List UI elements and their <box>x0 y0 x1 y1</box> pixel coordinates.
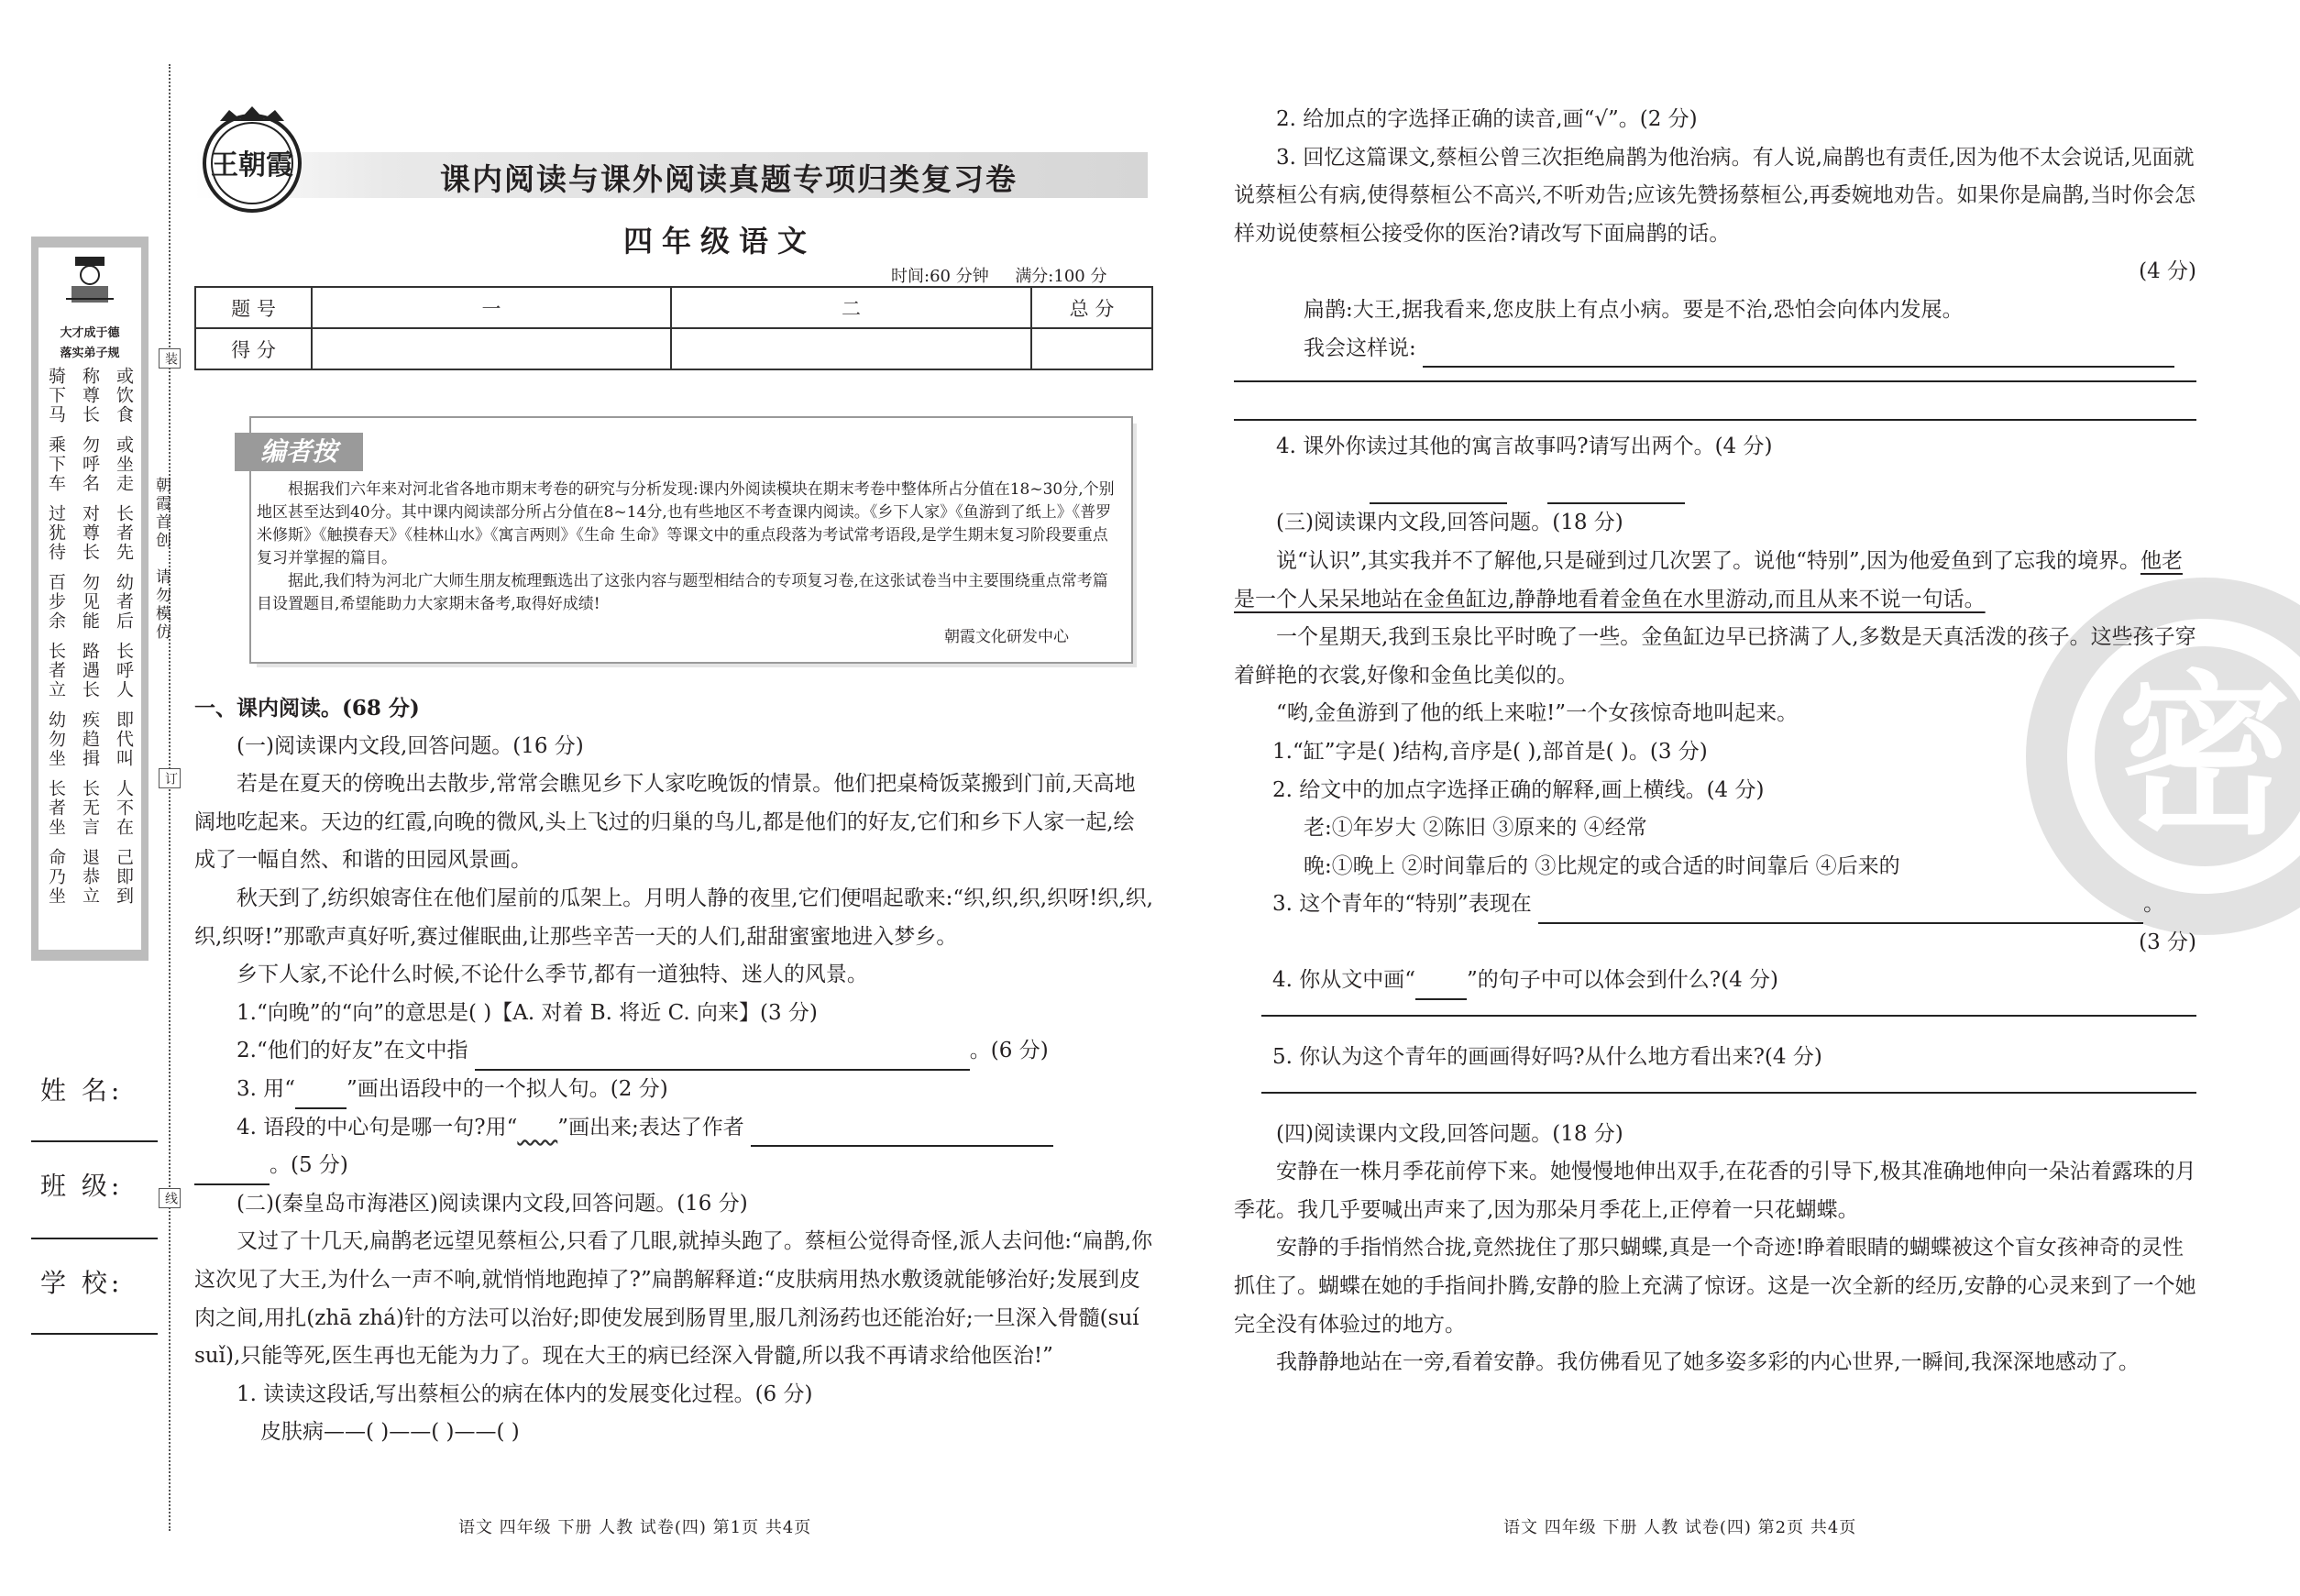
question: 1.“向晚”的“向”的意思是( )【A. 对着 B. 将近 C. 向来】(3 分) <box>237 1000 818 1025</box>
passage-heading: (四)阅读课内文段,回答问题。(18 分) <box>1276 1121 1623 1146</box>
name-label: 姓 名: <box>40 1075 124 1106</box>
score-cell: 题 号 <box>195 287 312 328</box>
question-text: ”画出来;表达了作者 <box>557 1115 744 1139</box>
copyright-note-1: 朝霞首创 <box>152 477 171 550</box>
answer-line[interactable] <box>1261 1092 2196 1094</box>
question-score: (4 分) <box>2139 259 2196 284</box>
sidebar-verse-row <box>44 710 136 768</box>
question: 2. 给文中的加点字选择正确的解释,画上横线。(4 分) <box>1272 777 1765 802</box>
page-footer-right: 语文 四年级 下册 人教 试卷(四) 第2页 共4页 <box>1503 1518 1857 1537</box>
verse: 疾趋揖 <box>80 710 100 768</box>
brand-logo-text: 王朝霞 <box>211 149 293 182</box>
binding-mark-1: 装 <box>159 348 181 369</box>
question: 3. 这个青年的“特别”表现在 。 <box>1234 886 2196 924</box>
question: 5. 你认为这个青年的画画得好吗?从什么地方看出来?(4 分) <box>1272 1045 1822 1070</box>
question-text: 4. 你从文中画“ <box>1272 968 1416 993</box>
class-input[interactable] <box>31 1238 158 1239</box>
answer-blank[interactable] <box>1547 479 1685 504</box>
exam-total-score: 满分:100 分 <box>1015 267 1107 286</box>
answer-blank[interactable] <box>1538 898 2143 924</box>
verse: 勿见能 <box>80 573 100 631</box>
passage-paragraph: 若是在夏天的傍晚出去散步,常常会瞧见乡下人家吃晚饭的情景。他们把桌椅饭菜搬到门前,天高地阔地吃起来。天边的红霞,向晚的微风,头上飞过的归巢的鸟儿,都是他们的好友,它们和乡下人家一起,绘成了一幅自然、和谐的田园风景画。 <box>194 772 1136 873</box>
page-footer-left: 语文 四年级 下册 人教 试卷(四) 第1页 共4页 <box>458 1518 812 1537</box>
answer-blank[interactable] <box>751 1121 1053 1147</box>
verse: 或饮食 <box>114 367 134 424</box>
editor-note-text <box>257 479 1118 616</box>
answer-pair <box>1234 467 2196 505</box>
question-text: 。(6 分) <box>969 1039 1049 1063</box>
verse: 长者坐 <box>46 779 66 837</box>
answer-chain[interactable]: 皮肤病——( )——( )——( ) <box>260 1420 520 1445</box>
passage-text: 说“认识”,其实我并不了解他,只是碰到过几次罢了。说他“特别”,因为他爱鱼到了忘我的境界。 <box>1276 548 2140 573</box>
verse: 骑下马 <box>46 367 66 424</box>
passage-paragraph: 安静在一株月季花前停下来。她慢慢地伸出双手,在花香的引导下,极其准确地伸向一朵沾着露珠的月季花。我几乎要喊出声来了,因为那朵月季花上,正停着一只花蝴蝶。 <box>1234 1160 2196 1222</box>
verse: 对尊长 <box>80 504 100 562</box>
score-cell: 得 分 <box>195 328 312 369</box>
name-input[interactable] <box>31 1140 158 1142</box>
sidebar-verse-row <box>44 642 136 699</box>
editor-note-tab: 编者按 <box>235 433 363 471</box>
question <box>194 1032 1153 1071</box>
question: 1. 读读这段话,写出蔡桓公的病在体内的发展变化过程。(6 分) <box>237 1381 813 1406</box>
class-label: 班 级: <box>40 1171 124 1201</box>
question: 2. 给加点的字选择正确的读音,画“√”。(2 分) <box>1276 107 1698 131</box>
passage-paragraph: 安静的手指悄然合拢,竟然拢住了那只蝴蝶,真是一个奇迹!睁着眼睛的蝴蝶被这个盲女孩神奇的灵性抓住了。蝴蝶在她的手指间扑腾,安静的脸上充满了惊讶。这是一次全新的经历,安静的心灵来到了一个她完全没有体验过的地方。 <box>1234 1236 2196 1337</box>
scholar-illustration-icon <box>62 253 117 308</box>
passage-paragraph: 我静静地站在一旁,看着安静。我仿佛看见了她多姿多彩的内心世界,一瞬间,我深深地感动了。 <box>1276 1350 2140 1375</box>
sidebar-verse-row <box>44 504 136 562</box>
verse: 己即到 <box>114 848 134 906</box>
question <box>1234 962 2196 1000</box>
verse: 百步余 <box>46 573 66 631</box>
verse: 过犹待 <box>46 504 66 562</box>
score-input[interactable] <box>671 328 1031 369</box>
right-page-content <box>1234 101 2196 1382</box>
verse: 即代叫 <box>114 710 134 768</box>
passage-paragraph: “哟,金鱼游到了他的纸上来啦!”一个女孩惊奇地叫起来。 <box>1276 701 1799 726</box>
editor-note-para: 根据我们六年来对河北省各地市期末考卷的研究与分析发现:课内外阅读模块在期末考卷中整体所占分值在18~30分,个别地区甚至达到40分。其中课内阅读部分所占分值在8~14分,也有些地区不考查课内阅读。《乡下人家》《鱼游到了纸上》《普罗米修斯》《触摸春天》《桂林山水》《寓言两则》《生命 生命》等课文中的重点段落为考试常考语段,是学生期末复习阶段要重点复习并掌握的篇目。 <box>257 480 1115 567</box>
choice-options: 老:①年岁大 ②陈旧 ③原来的 ④经常 <box>1304 816 1647 841</box>
question: 1.“缸”字是( )结构,音序是( ),部首是( )。(3 分) <box>1272 739 1708 764</box>
verse: 称尊长 <box>80 367 100 424</box>
verse: 勿呼名 <box>80 435 100 493</box>
left-page-content <box>194 689 1153 1452</box>
underline-marker <box>295 1084 347 1109</box>
choice-options: 晚:①晚上 ②时间靠后的 ③比规定的或合适的时间靠后 ④后来的 <box>1304 853 1900 878</box>
school-input[interactable] <box>31 1333 158 1335</box>
question-text: 2.“他们的好友”在文中指 <box>237 1039 468 1063</box>
question-text: 。(5 分) <box>270 1153 348 1178</box>
score-input[interactable] <box>1031 328 1152 369</box>
school-label: 学 校: <box>40 1268 124 1298</box>
sidebar-motto-1: 大才成于德 <box>60 326 120 340</box>
answer-line[interactable] <box>1261 1015 2196 1017</box>
verse: 幼者后 <box>114 573 134 631</box>
sidebar-verse-row <box>44 779 136 837</box>
verse: 命乃坐 <box>46 848 66 906</box>
underlined-sentence: 他老是一个人呆呆地站在金鱼缸边,静静地看着金鱼在水里游动,而且从来不说一句话。 <box>1234 548 2183 611</box>
question <box>194 1071 1153 1109</box>
binding-mark-2: 订 <box>159 768 181 788</box>
editor-note-signature: 朝霞文化研发中心 <box>944 628 1069 646</box>
question-score: (3 分) <box>2139 930 2196 954</box>
stamp-glyph: 密 <box>2117 654 2292 858</box>
quote-text: 扁鹊:大王,据我看来,您皮肤上有点小病。要是不治,恐怕会向体内发展。 <box>1304 297 1964 322</box>
answer-blank[interactable] <box>475 1045 970 1071</box>
question-text: 4. 语段的中心句是哪一句?用“ <box>237 1115 518 1139</box>
brand-logo-icon <box>193 101 312 220</box>
verse: 人不在 <box>114 779 134 837</box>
question-text: ”的句子中可以体会到什么?(4 分) <box>1467 968 1778 993</box>
answer-blank[interactable] <box>194 1160 270 1185</box>
verse: 长呼人 <box>114 642 134 699</box>
verse: 乘下车 <box>46 435 66 493</box>
exam-meta <box>891 263 1106 287</box>
passage-paragraph: 一个星期天,我到玉泉比平时晚了一些。金鱼缸边早已挤满了人,多数是天真活泼的孩子。这些孩子穿着鲜艳的衣裳,好像和金鱼比美似的。 <box>1234 625 2196 688</box>
binding-mark-3: 线 <box>159 1188 181 1208</box>
passage-paragraph: 秋天到了,纺织娘寄住在他们屋前的瓜架上。月明人静的夜里,它们便唱起歌来:“织,织,织,织呀!织,织,织,织呀!”那歌声真好听,赛过催眠曲,让那些辛苦一天的人们,甜甜蜜蜜地进入梦乡。 <box>194 886 1153 949</box>
score-cell: 二 <box>671 287 1031 328</box>
page-title: 课内阅读与课外阅读真题专项归类复习卷 <box>440 161 1018 197</box>
answer-blank[interactable] <box>1423 342 2174 368</box>
passage-paragraph <box>1234 543 2196 619</box>
verse: 幼勿坐 <box>46 710 66 768</box>
sidebar-verse-row <box>44 848 136 906</box>
score-table-row <box>195 287 1152 328</box>
sidebar-panel <box>31 237 149 961</box>
passage-heading: (三)阅读课内文段,回答问题。(18 分) <box>1276 511 1623 535</box>
question <box>194 1109 1153 1148</box>
verse: 长无言 <box>80 779 100 837</box>
verse: 退恭立 <box>80 848 100 906</box>
page-subtitle: 四年级语文 <box>623 224 817 259</box>
verse: 长者立 <box>46 642 66 699</box>
score-input[interactable] <box>312 328 671 369</box>
question: 3. 回忆这篇课文,蔡桓公曾三次拒绝扁鹊为他治病。有人说,扁鹊也有责任,因为他不太会说话,见面就说蔡桓公有病,使得蔡桓公不高兴,不听劝告;应该先赞扬蔡桓公,再委婉地劝告。如果你是扁鹊,当时你会怎样劝说使蔡桓公接受你的医治?请改写下面扁鹊的话。 <box>1234 145 2195 246</box>
question-text: ”画出语段中的一个拟人句。(2 分) <box>347 1076 668 1101</box>
verse: 或坐走 <box>114 435 134 493</box>
sidebar-verses <box>44 367 136 935</box>
sidebar-motto-2: 落实弟子规 <box>60 347 120 360</box>
passage-heading: (一)阅读课内文段,回答问题。(16 分) <box>237 733 584 758</box>
question-text: 我会这样说: <box>1304 336 1416 360</box>
sidebar-verse-row <box>44 435 136 493</box>
score-table <box>194 286 1153 370</box>
wavy-marker <box>517 1116 557 1139</box>
verse: 长者先 <box>114 504 134 562</box>
editor-note-para: 据此,我们特为河北广大师生朋友梳理甄选出了这张内容与题型相结合的专项复习卷,在这张试卷当中主要围绕重点常考篇目设置题目,希望能助力大家期末备考,取得好成绩! <box>257 572 1108 613</box>
sidebar-inner <box>39 248 141 950</box>
question <box>194 1147 1153 1185</box>
passage-paragraph: 乡下人家,不论什么时候,不论什么季节,都有一道独特、迷人的风景。 <box>237 963 868 987</box>
exam-time: 时间:60 分钟 <box>891 267 989 286</box>
copyright-note-2: 请勿模仿 <box>152 568 171 642</box>
passage-paragraph: 又过了十几天,扁鹊老远望见蔡桓公,只看了几眼,就掉头跑了。蔡桓公觉得奇怪,派人去问他:“扁鹊,你这次见了大王,为什么一声不响,就悄悄地跑掉了?”扁鹊解释道:“皮肤病用热水敷烫就能够治好;发展到皮肉之间,用扎(zhā zhá)针的方法可以治好;即使发展到肠胃里,服几剂汤药也还能治好;一旦深入骨髓(suí suǐ),只能等死,医生再也无能为力了。现在大王的病已经深入骨髓,所以我不再请求给他医治!” <box>194 1229 1153 1369</box>
score-table-row <box>195 328 1152 369</box>
binding-cut-line <box>169 64 171 1531</box>
question: 4. 课外你读过其他的寓言故事吗?请写出两个。(4 分) <box>1276 435 1773 459</box>
answer-blank[interactable] <box>1370 479 1507 504</box>
score-cell: 一 <box>312 287 671 328</box>
question-text: 3. 这个青年的“特别”表现在 <box>1272 892 1532 917</box>
score-cell: 总 分 <box>1031 287 1152 328</box>
question <box>1234 330 2196 369</box>
section-heading: 一、课内阅读。(68 分) <box>194 696 420 721</box>
sidebar-verse-row <box>44 573 136 631</box>
underline-marker <box>1415 974 1467 1000</box>
answer-line[interactable] <box>1234 380 2196 382</box>
passage-heading: (二)(秦皇岛市海港区)阅读课内文段,回答问题。(16 分) <box>237 1191 748 1216</box>
sidebar-verse-row <box>44 367 136 424</box>
question-text: 3. 用“ <box>237 1076 296 1101</box>
answer-line[interactable] <box>1234 419 2196 421</box>
verse: 路遇长 <box>80 642 100 699</box>
